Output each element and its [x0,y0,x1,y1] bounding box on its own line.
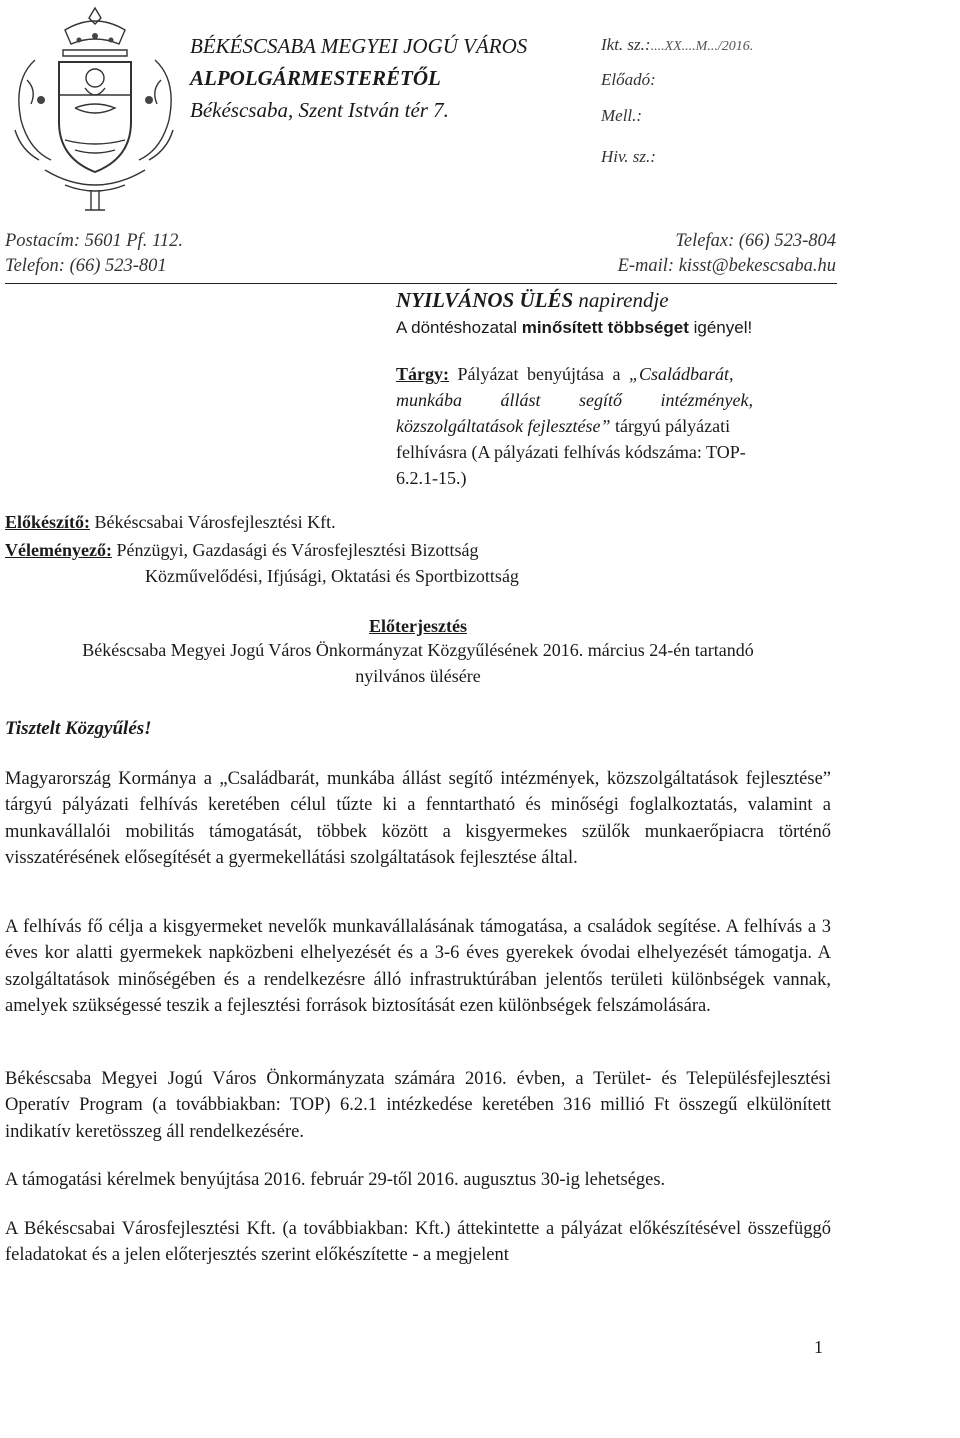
proposal-line2: nyilvános ülésére [355,666,481,686]
subject-line5: 6.2.1-15.) [396,468,467,488]
paragraph-5: A Békéscsabai Városfejlesztési Kft. (a továbbiakban: Kft.) áttekintette a pályázat előkészítésével összefüggő feladatokat és a jelen előterjesztés szerint előkészítette - a megjelent [5,1219,831,1266]
mell-label: Mell.: [601,106,643,125]
subject-line4: felhívásra (A pályázati felhívás kódszáma: TOP- [396,442,746,462]
coat-of-arms-seal [5,0,183,218]
paragraph-2: A felhívás fő célja a kisgyermeket nevelők munkavállalásának támogatása, a családok segítése. A felhívás a 3 éves kor alatti gyermekek napközbeni elhelyezését és a 3-6 éves gyerekek óvodai elhelyezését támogatja. A szolgáltatások minőségében és a rendelkezésre álló infrastruktúrában jelentős területi különbségek vannak, amelyek szükségessé teszik a fejlesztési források biztosítását ezen különbségek felszámolására. [5,917,831,1017]
subject-line2: munkába állást segítő intézmények, [396,390,753,410]
subject-line1: Tárgy: Pályázat benyújtása a „Családbarát, [396,364,734,384]
opinion-giver: Véleményező: Pénzügyi, Gazdasági és Városfejlesztési Bizottság [5,540,479,560]
ikt-label: Ikt. sz.:....XX....M.../2016. [601,35,754,54]
postal-address: Postacím: 5601 Pf. 112. [5,231,183,251]
org-name-line1: BÉKÉSCSABA MEGYEI JOGÚ VÁROS [190,34,528,58]
ikt-value: ....XX....M.../2016. [650,39,754,54]
page-number: 1 [814,1337,823,1357]
session-title: NYILVÁNOS ÜLÉS napirendje [396,288,669,312]
org-name-line2: ALPOLGÁRMESTERÉTŐL [190,66,441,90]
eloado-label: Előadó: [601,70,656,89]
proposal-heading: Előterjesztés [369,616,467,636]
header-divider [5,283,837,284]
proposal-line1: Békéscsaba Megyei Jogú Város Önkormányzat Közgyűlésének 2016. március 24-én tartandó [82,640,754,660]
paragraph-3: Békéscsaba Megyei Jogú Város Önkormányzata számára 2016. évben, a Terület- és Településfejlesztési Operatív Program (a továbbiakban: TOP) 6.2.1 intézkedése keretében 316 millió Ft összegű elkülönített indikatív keretösszeg áll rendelkezésére. [5,1069,831,1142]
paragraph-1: Magyarország Kormánya a „Családbarát, munkába állást segítő intézmények, közszolgáltatások fejlesztése” tárgyú pályázati felhívás keretében célul tűzte ki a fenntartható és minőségi foglalkoztatás, valamint a munkavállalói mobilitás támogatását, többek között a kisgyermekes szülők munkaerőpiacra történő visszatérésének elősegítését a gyermekellátási szolgáltatások fejlesztése által. [5,769,831,869]
email: E-mail: kisst@bekescsaba.hu [617,256,836,276]
org-address: Békéscsaba, Szent István tér 7. [190,98,449,122]
fax: Telefax: (66) 523-804 [675,231,836,251]
paragraph-4: A támogatási kérelmek benyújtása 2016. február 29-től 2016. augusztus 30-ig lehetséges. [5,1170,666,1190]
hiv-label: Hiv. sz.: [601,147,656,166]
decision-note: A döntéshozatal minősített többséget igényel! [396,318,753,337]
preparer: Előkészítő: Békéscsabai Városfejlesztési Kft. [5,512,336,532]
subject-label: Tárgy: [396,364,449,384]
subject-line3: közszolgáltatások fejlesztése” tárgyú pályázati [396,416,731,436]
opinion-giver-2: Közművelődési, Ifjúsági, Oktatási és Sportbizottság [145,566,519,586]
phone: Telefon: (66) 523-801 [5,256,167,276]
salutation: Tisztelt Közgyűlés! [5,718,152,739]
